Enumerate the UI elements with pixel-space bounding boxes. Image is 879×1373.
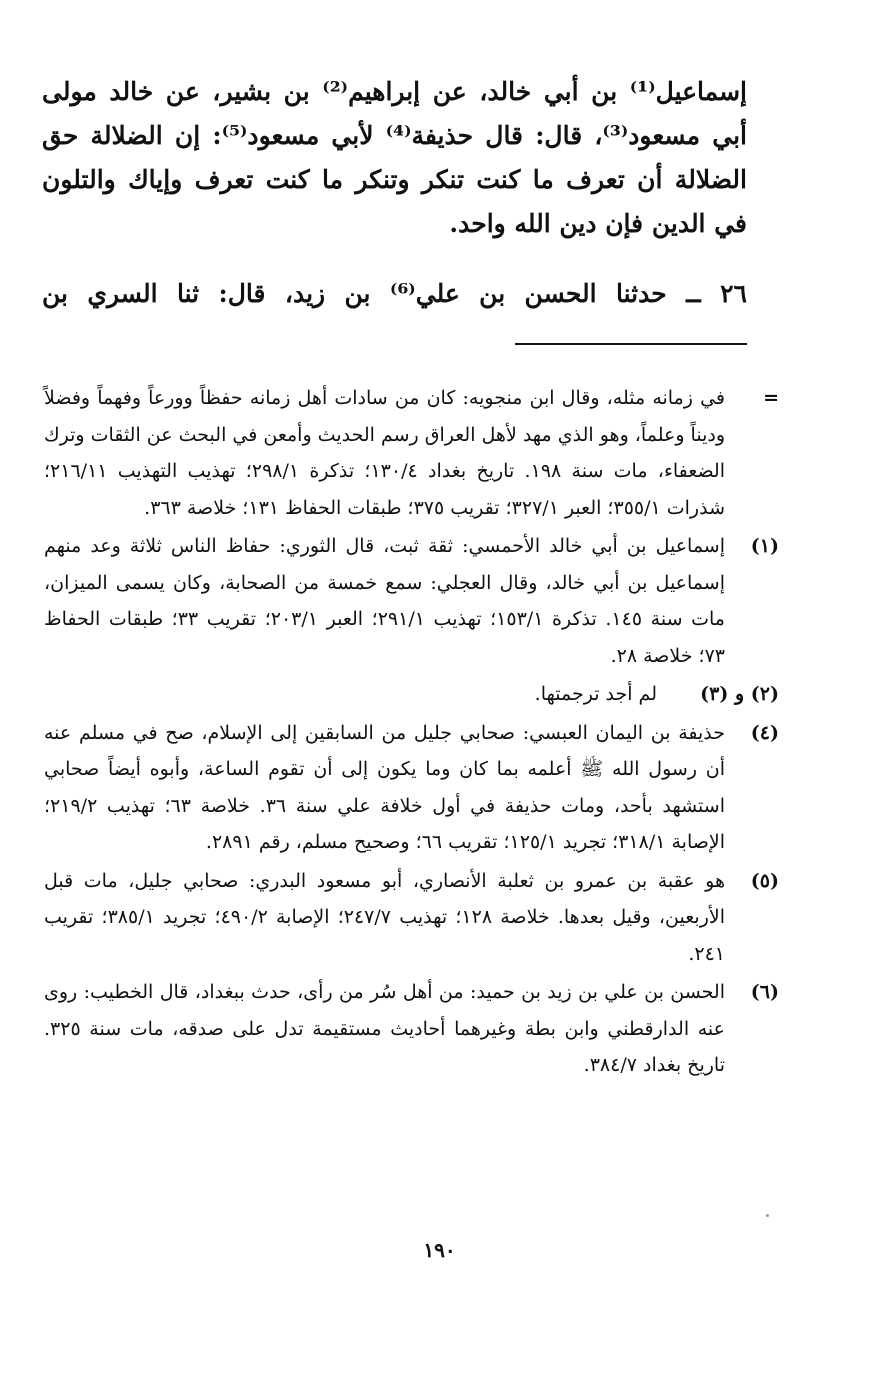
footnote-1 [44, 528, 779, 674]
footnote-continued [44, 380, 779, 526]
footnote-4 [44, 715, 779, 861]
footnote-text: هو عقبة بن عمرو بن ثعلبة الأنصاري، أبو مسعود البدري: صحابي جليل، مات قبل الأربعين، وقيل بعدها. خلاصة ١٢٨؛ تهذيب ٢٤٧/٧؛ الإصابة ٤٩٠/٢؛ تجريد ٣٨٥/١؛ تقريب ٢٤١. [44, 869, 725, 965]
footnote-text: لم أجد ترجمتها. [534, 683, 657, 705]
footnote-marker: (١) [750, 535, 779, 557]
hadith-26-start: ٢٦ ــ حدثنا الحسن بن علي⁽⁶⁾ بن زيد، قال: ثنا السري بن [42, 279, 747, 308]
footnote-2-3 [44, 676, 779, 713]
scan-speck [766, 1214, 769, 1217]
footnote-text: حذيفة بن اليمان العبسي: صحابي جليل من السابقين إلى الإسلام، صح في مسلم عنه أن رسول الله ﷺ أعلمه بما كان وما يكون إلى أن تقوم الساعة، وأبوه أيضاً صحابي استشهد بأحد، ومات حذيفة في أول خلافة علي سنة ٣٦. خلاصة ٦٣؛ تهذيب ٢١٩/٢؛ الإصابة ٣١٨/١؛ تجريد ١٢٥/١؛ تقريب ٦٦؛ وصحيح مسلم، رقم ٢٨٩١. [44, 721, 725, 853]
main-text [42, 70, 747, 246]
footnote-divider [515, 343, 747, 345]
footnote-text: في زمانه مثله، وقال ابن منجويه: كان من سادات أهل زمانه حفظاً وورعاً وفهماً وفضلاً وديناً وعلماً، وهو الذي مهد لأهل العراق رسم الحديث وأمعن في البحث عن الثقات وترك الضعفاء، مات سنة ١٩٨. تاريخ بغداد ١٣٠/٤؛ تذكرة ٢٩٨/١؛ تهذيب التهذيب ٢١٦/١١؛ شذرات ٣٥٥/١؛ العبر ٣٢٧/١؛ تقريب ٣٧٥؛ طبقات الحفاظ ١٣١؛ خلاصة ٣٦٣. [44, 387, 725, 519]
footnote-marker: (٥) [750, 869, 779, 892]
footnote-text: الحسن بن علي بن زيد بن حميد: من أهل سُر من رأى، حدث ببغداد، قال الخطيب: روى عنه الدارقطني وابن بطة وغيرهما أحاديث مستقيمة تدل على صدقه، مات سنة ٣٢٥. تاريخ بغداد ٣٨٤/٧. [44, 981, 725, 1076]
footnote-marker: (٢) و (٣) [700, 683, 779, 705]
footnote-text: إسماعيل بن أبي خالد الأحمسي: ثقة ثبت، قال الثوري: حفاظ الناس ثلاثة وعد منهم إسماعيل بن أبي خالد، وقال العجلي: سمع خمسة من الصحابة، وكان يسمى الميزان، مات سنة ١٤٥. تذكرة ١٥٣/١؛ تهذيب ٢٩١/١؛ العبر ٢٠٣/١؛ تقريب ٣٣؛ طبقات الحفاظ ٧٣؛ خلاصة ٢٨. [44, 535, 725, 667]
footnote-marker: = [763, 387, 779, 409]
footnote-5 [44, 863, 779, 973]
footnote-marker: (٦) [750, 981, 779, 1003]
footnote-marker: (٤) [750, 721, 779, 744]
footnote-6 [44, 974, 779, 1084]
footnotes [44, 380, 779, 1086]
main-paragraph: إسماعيل⁽¹⁾ بن أبي خالد، عن إبراهيم⁽²⁾ بن بشير، عن خالد مولى أبي مسعود⁽³⁾، قال: قال حذيفة⁽⁴⁾ لأبي مسعود⁽⁵⁾: إن الضلالة حق الضلالة أن تعرف ما كنت تنكر وتنكر ما كنت تعرف وإياك والتلون في الدين فإن دين الله واحد. [42, 77, 748, 238]
page-number: ١٩٠ [423, 1238, 456, 1262]
